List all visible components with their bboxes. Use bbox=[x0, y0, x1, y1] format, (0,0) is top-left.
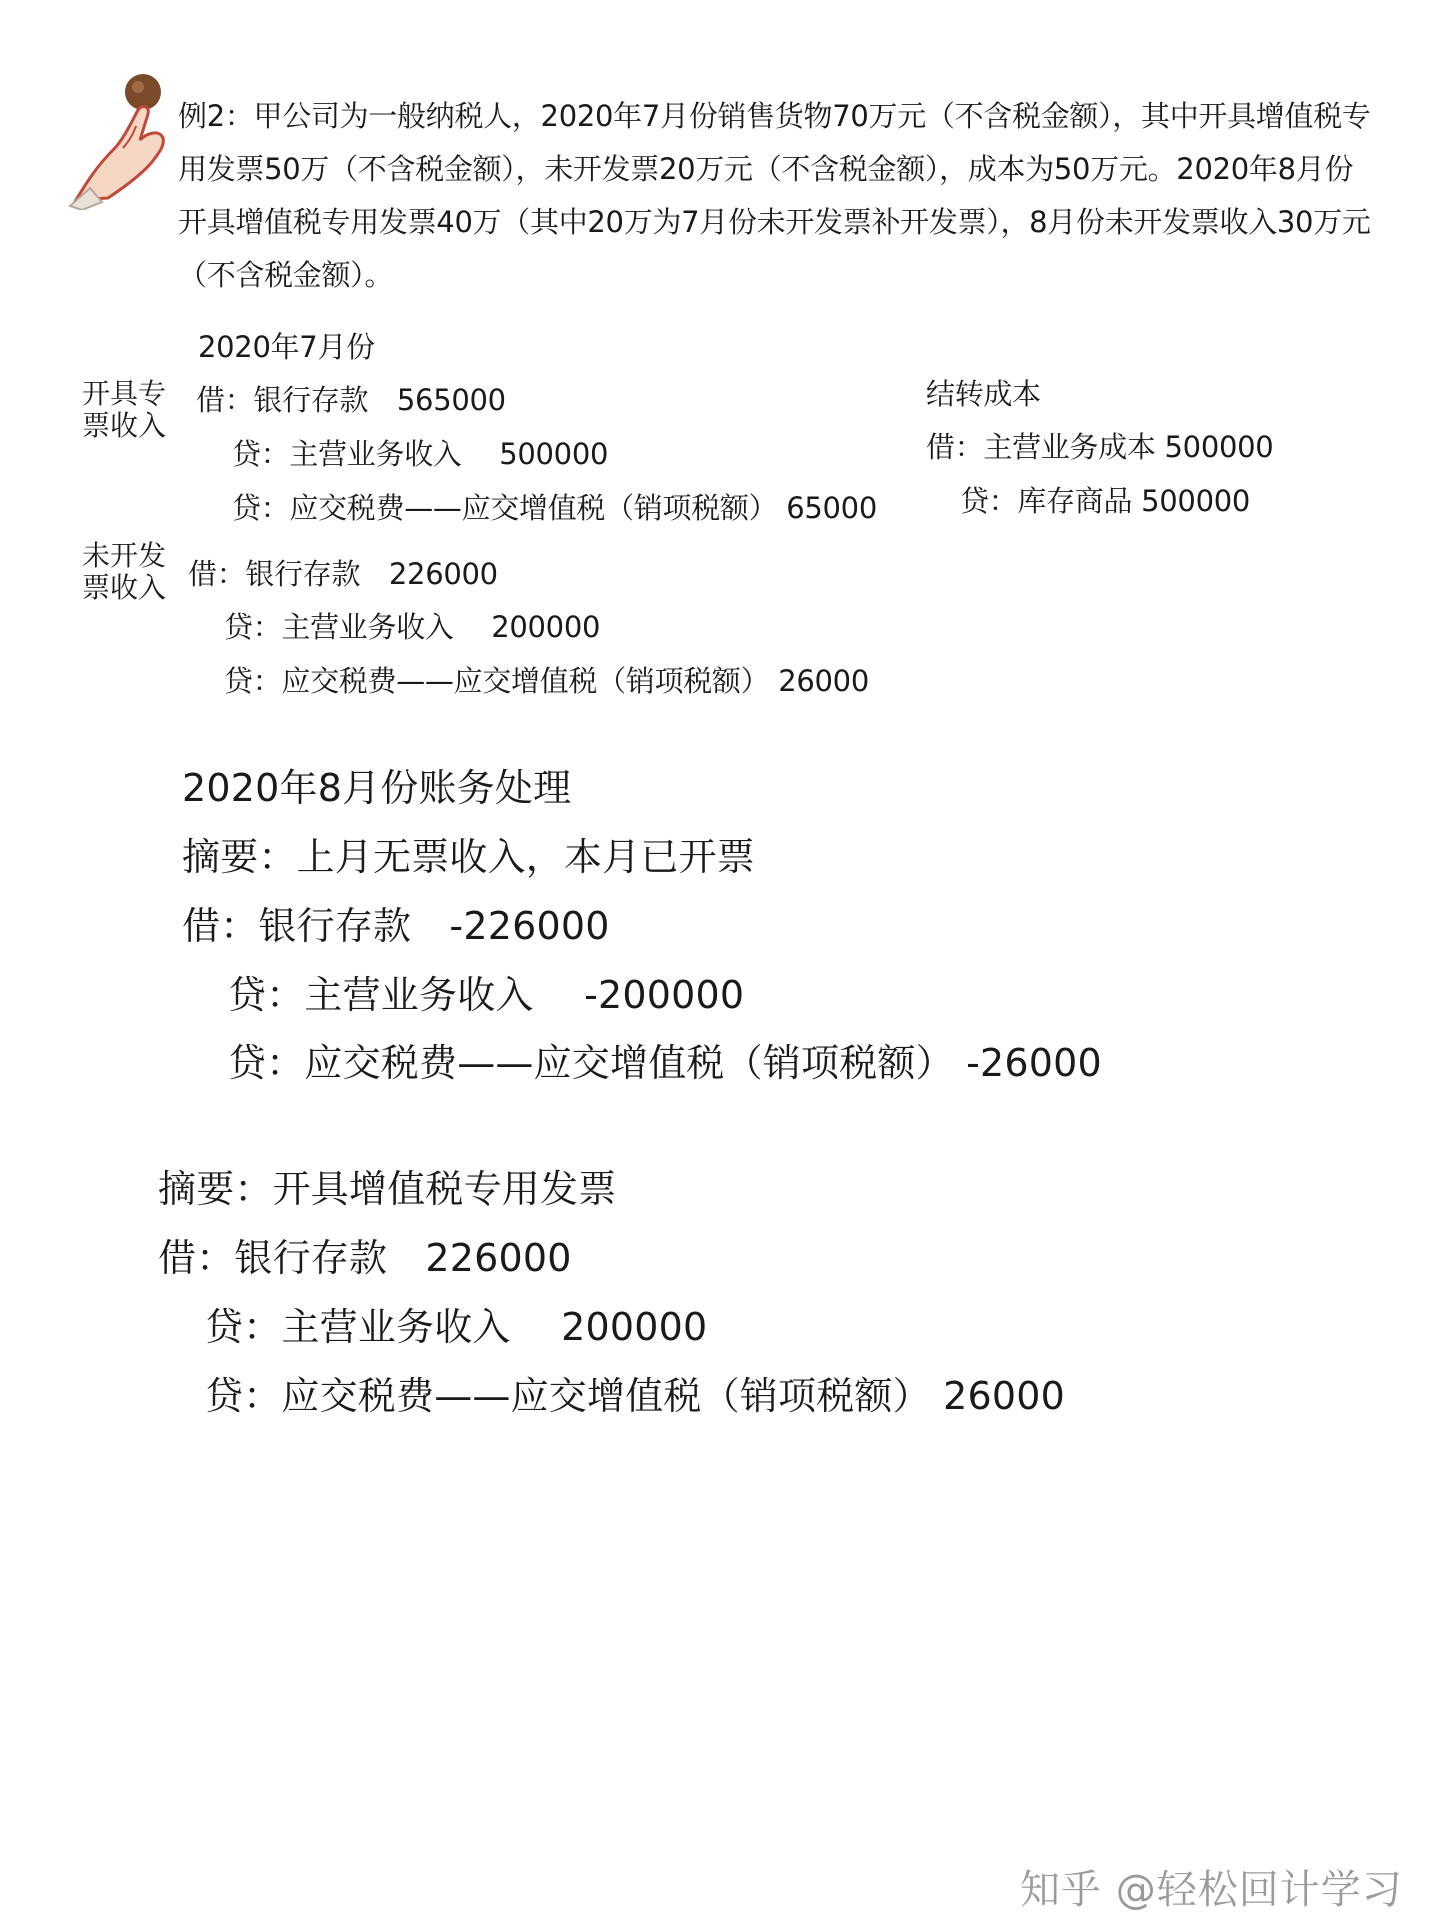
invoiced-credit-revenue: 贷：主营业务收入 500000 bbox=[232, 437, 609, 471]
reverse-credit-vat: 贷：应交税费——应交增值税（销项税额） -26000 bbox=[228, 1041, 1102, 1085]
reverse-debit-bank: 借：银行存款 -226000 bbox=[182, 904, 610, 948]
invoiced-credit-vat: 贷：应交税费——应交增值税（销项税额） 65000 bbox=[232, 491, 877, 525]
invoice-credit-revenue: 贷：主营业务收入 200000 bbox=[205, 1305, 708, 1349]
reverse-summary: 摘要：上月无票收入，本月已开票 bbox=[182, 835, 756, 879]
reverse-credit-revenue: 贷：主营业务收入 -200000 bbox=[228, 973, 745, 1017]
uninvoiced-credit-revenue: 贷：主营业务收入 200000 bbox=[224, 610, 601, 644]
cost-debit: 借：主营业务成本 500000 bbox=[926, 430, 1274, 464]
uninvoiced-debit-bank: 借：银行存款 226000 bbox=[188, 557, 498, 591]
example-intro: 例2：甲公司为一般纳税人，2020年7月份销售货物70万元（不含税金额），其中开具增值税专用发票50万（不含税金额），未开发票20万元（不含税金额），成本为50万元。2020年8月份开具增值税专用发票40万（其中20万为7月份未开发票补开发票），8月份未开发票收入30万元（不含税金额）。 bbox=[178, 99, 1371, 292]
uninvoiced-credit-vat: 贷：应交税费——应交增值税（销项税额） 26000 bbox=[224, 664, 869, 698]
cost-credit-inventory: 贷：库存商品 500000 bbox=[960, 484, 1251, 518]
invoice-debit-bank: 借：银行存款 226000 bbox=[158, 1236, 572, 1280]
hand-pointer-icon bbox=[68, 70, 173, 210]
watermark: 知乎 @轻松回计学习 bbox=[1020, 1867, 1403, 1913]
invoice-credit-vat: 贷：应交税费——应交增值税（销项税额） 26000 bbox=[205, 1374, 1065, 1418]
invoiced-label: 开具专票收入 bbox=[82, 377, 167, 442]
cost-transfer-title: 结转成本 bbox=[926, 377, 1041, 411]
july-title: 2020年7月份 bbox=[198, 330, 375, 364]
invoice-summary: 摘要：开具增值税专用发票 bbox=[158, 1167, 617, 1211]
invoiced-debit-bank: 借：银行存款 565000 bbox=[196, 383, 506, 417]
august-title: 2020年8月份账务处理 bbox=[182, 766, 572, 810]
uninvoiced-label: 未开发票收入 bbox=[82, 539, 167, 604]
